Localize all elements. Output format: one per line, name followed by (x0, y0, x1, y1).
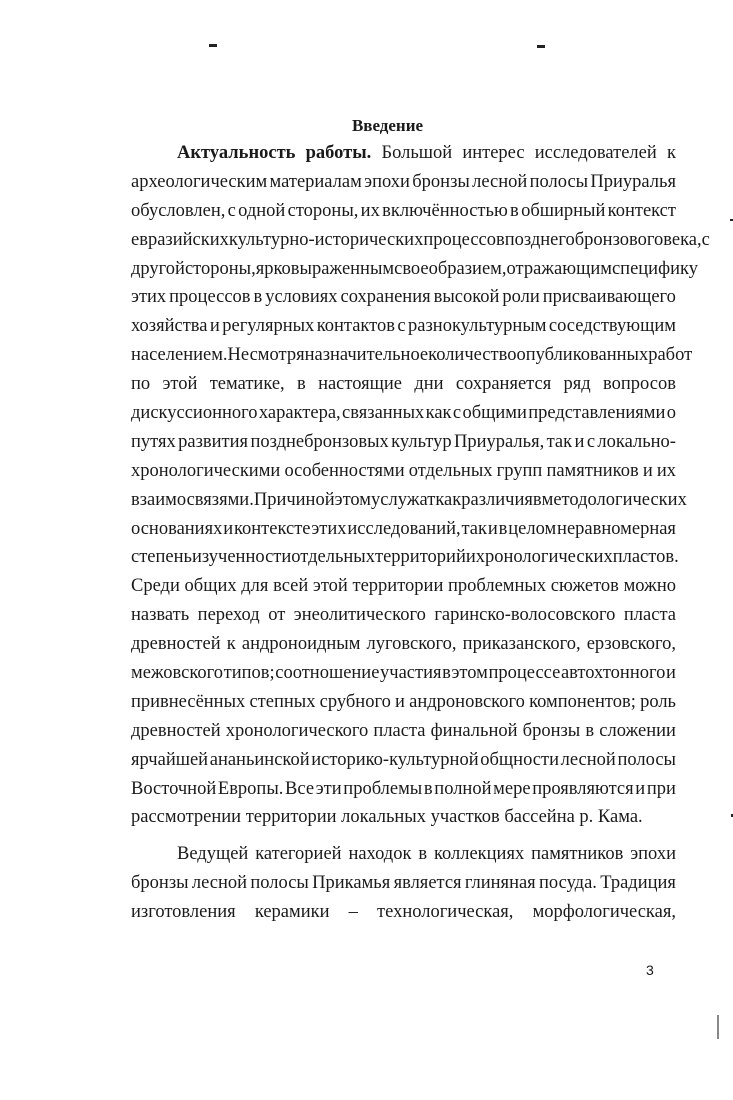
word: керамики (254, 902, 330, 923)
word: с (586, 431, 596, 452)
word: этих (311, 518, 347, 539)
word: Прикамья (312, 873, 391, 894)
word: сохраняется (455, 374, 552, 395)
word: ерзовского, (586, 634, 676, 655)
word: хронологическими (131, 460, 281, 481)
word: их (656, 460, 676, 481)
word: историко-культурной (311, 749, 479, 770)
word: пластов. (612, 547, 679, 568)
word: значительное (322, 345, 429, 366)
word: бронзового (574, 229, 664, 250)
word: присваивающего (542, 287, 676, 308)
word: назвать (131, 605, 190, 626)
scan-artifact-mark (537, 45, 545, 48)
word: полной (434, 778, 492, 799)
word: этой (312, 576, 348, 597)
word: особенностями (284, 460, 405, 481)
word: выраженным (290, 258, 395, 279)
word: Восточной (131, 778, 217, 799)
word: с (701, 229, 710, 250)
word: настоящие (318, 374, 402, 395)
word: бронзы (412, 171, 470, 192)
word: проблемы (343, 778, 423, 799)
word: по (131, 374, 151, 395)
text-line (131, 898, 676, 927)
text-line (131, 428, 676, 457)
word: этой (162, 374, 198, 395)
word: в (253, 287, 263, 308)
word: ярко (255, 258, 291, 279)
word: и (487, 518, 498, 539)
text-line (131, 226, 710, 255)
word: ярчайшей (131, 749, 209, 770)
word: взаимосвязями. (131, 489, 254, 510)
word: в (585, 720, 595, 741)
word: культур (391, 431, 452, 452)
word: различия (461, 489, 533, 510)
word: дискуссионного (131, 403, 258, 424)
word: полосы (529, 171, 589, 192)
word: позднебронзовых (250, 431, 389, 452)
word: опубликованных (516, 345, 649, 366)
word: представлениями (528, 403, 666, 424)
text-line (131, 572, 676, 601)
word: населением. (131, 345, 228, 366)
word: андроновского (409, 691, 525, 712)
word: так (546, 431, 573, 452)
text-line (131, 659, 676, 688)
word: общих (184, 576, 237, 597)
word: века, (663, 229, 702, 250)
word: связанных (342, 403, 425, 424)
word: включённостью (382, 200, 508, 221)
word: эпохи (630, 844, 676, 865)
text-line (131, 486, 687, 515)
word: эпохи (364, 171, 410, 192)
word: другой (131, 258, 185, 279)
word: локально- (597, 431, 676, 452)
word: культурно-исторических (228, 229, 424, 250)
text-line (131, 255, 698, 284)
word: роли (502, 287, 540, 308)
word: этих (131, 287, 167, 308)
word: о (666, 403, 676, 424)
word: находок (348, 844, 412, 865)
word: с (452, 403, 462, 424)
word: финальной (430, 720, 518, 741)
word: Европы. (217, 778, 284, 799)
word: коллекциях (433, 844, 525, 865)
word: от (268, 605, 286, 626)
word: и (209, 316, 220, 337)
word: исследований, (347, 518, 461, 539)
word: служат (380, 489, 436, 510)
word: морфологическая, (532, 902, 676, 923)
word: всей (273, 576, 309, 597)
word: как (425, 403, 452, 424)
word: Большой (381, 143, 453, 163)
page-heading: Введение (351, 116, 424, 135)
word: работ (648, 345, 693, 366)
word: Все (285, 778, 315, 799)
paragraph-1-first-line (131, 139, 676, 168)
word: древностей (131, 634, 221, 655)
word: луговского, (366, 634, 457, 655)
word: к (226, 634, 236, 655)
word: тематике, (209, 374, 285, 395)
word: и (635, 778, 646, 799)
word: отдельных (291, 547, 375, 568)
word: хронологических (475, 547, 613, 568)
word: и (465, 547, 476, 568)
word: процессов (423, 229, 505, 250)
word: путях (131, 431, 176, 452)
word: при (646, 778, 676, 799)
word: контактов (316, 316, 395, 337)
word: мере (493, 778, 531, 799)
word: срубного (319, 691, 391, 712)
word: высокой (433, 287, 500, 308)
word: бронзы (522, 720, 581, 741)
word: общими (462, 403, 527, 424)
word: этом (451, 663, 488, 684)
word: проблемных (448, 576, 547, 597)
word: регулярных (222, 316, 315, 337)
word: проявляются (532, 778, 634, 799)
word: для (241, 576, 269, 597)
scan-artifact-mark (717, 1015, 719, 1039)
word: характера, (258, 403, 341, 424)
word: в (418, 844, 428, 865)
word: разнокультурным (408, 316, 547, 337)
word: специфику (611, 258, 698, 279)
word: отражающим (506, 258, 612, 279)
paragraph-2 (131, 840, 676, 927)
word: сохранения (340, 287, 431, 308)
text-line (131, 630, 676, 659)
text-line (131, 775, 676, 804)
word: приказанского, (462, 634, 581, 655)
word: сюжетов (550, 576, 619, 597)
word: дни (414, 374, 444, 395)
word: неравномерная (557, 518, 676, 539)
paragraph-gap (131, 832, 676, 840)
text-line (131, 688, 676, 717)
text-line (131, 370, 676, 399)
word: общности (480, 749, 559, 770)
word: в (498, 518, 508, 539)
word: пласта (623, 605, 676, 626)
paragraph-1 (131, 168, 710, 832)
word: и (642, 460, 653, 481)
word: контекст (607, 200, 676, 221)
word: одной (238, 200, 286, 221)
text-line (131, 601, 676, 630)
word: лесной (560, 749, 616, 770)
word: процессе (488, 663, 561, 684)
word: можно (623, 576, 676, 597)
word: позднего (504, 229, 575, 250)
word: ананьинской (209, 749, 310, 770)
word: методологических (541, 489, 687, 510)
word: процессов (169, 287, 251, 308)
word: с (397, 316, 406, 337)
word: целом (508, 518, 557, 539)
scan-artifact-mark (209, 44, 217, 47)
word: древностей (131, 720, 221, 741)
text-line (131, 869, 676, 898)
text-line (131, 746, 676, 775)
word: посуда. (539, 873, 597, 894)
text-line (131, 543, 679, 572)
paragraph-lead-word: работы. (305, 143, 372, 163)
word: с (227, 200, 236, 221)
word: полосы (250, 873, 309, 894)
word: Среди (131, 576, 180, 597)
text-line (131, 283, 676, 312)
word: глиняная (464, 873, 536, 894)
word: условиях (265, 287, 338, 308)
word: автохтонного (560, 663, 666, 684)
word: изученности (191, 547, 292, 568)
document-body (131, 139, 710, 927)
word: эти (315, 778, 342, 799)
word: территории (352, 576, 444, 597)
word: отдельных (408, 460, 493, 481)
text-line (131, 457, 676, 486)
word: как (435, 489, 462, 510)
word: своеобразием, (394, 258, 507, 279)
word: в (423, 778, 433, 799)
word: памятников (531, 844, 624, 865)
word: привнесённых (131, 691, 246, 712)
word: пласта (373, 720, 426, 741)
word: так (461, 518, 487, 539)
word: к (666, 143, 676, 163)
word: Ведущей (177, 844, 249, 865)
word: вопросов (603, 374, 676, 395)
word: бронзы (131, 873, 189, 894)
word: Причиной (253, 489, 335, 510)
text-line (131, 717, 676, 746)
word: и (395, 691, 405, 712)
word: типов; (223, 663, 275, 684)
word: стороны, (287, 200, 359, 221)
word: ряд (563, 374, 591, 395)
word: роль (640, 691, 676, 712)
word: евразийских (131, 229, 229, 250)
paragraph-lead-word: Актуальность (177, 143, 296, 163)
word: андроноидным (241, 634, 361, 655)
word: обусловлен, (131, 200, 226, 221)
text-line (131, 312, 676, 341)
word: хронологического (225, 720, 369, 741)
word: полосы (617, 749, 676, 770)
word: энеолитического (293, 605, 426, 626)
word: материалам (269, 171, 362, 192)
word: Традиция (600, 873, 676, 894)
word: переход (197, 605, 260, 626)
word: исследователей (534, 143, 657, 163)
text-line (131, 168, 676, 197)
word: и (223, 518, 234, 539)
word: является (393, 873, 462, 894)
word: обширный (521, 200, 606, 221)
word: памятников (546, 460, 639, 481)
text-line: рассмотрении территории локальных участков бассейна р. Кама. (131, 807, 643, 828)
word: степень (131, 547, 192, 568)
word: изготовления (131, 902, 236, 923)
word: территорий (375, 547, 466, 568)
word: категорией (255, 844, 342, 865)
word: количество (428, 345, 517, 366)
word: степных (249, 691, 316, 712)
word: и (574, 431, 585, 452)
word: развития (178, 431, 249, 452)
word: в (442, 663, 451, 684)
word: на (304, 345, 323, 366)
word: участия (380, 663, 442, 684)
word: компонентов; (529, 691, 636, 712)
word: Несмотря (227, 345, 305, 366)
word: интерес (462, 143, 525, 163)
word: гаринско-волосовского (434, 605, 616, 626)
word: групп (496, 460, 543, 481)
word: Приуралья, (454, 431, 545, 452)
word: их (360, 200, 380, 221)
word: контексте (233, 518, 311, 539)
word: в (510, 200, 519, 221)
word: Приуралья (590, 171, 676, 192)
word: археологическим (131, 171, 268, 192)
text-line (131, 399, 676, 428)
word: в (532, 489, 542, 510)
text-line (131, 197, 676, 226)
word: соотношение (275, 663, 380, 684)
word: этому (334, 489, 381, 510)
word: лесной (191, 873, 248, 894)
word: и (665, 663, 676, 684)
word: лесной (472, 171, 528, 192)
word: сложении (599, 720, 676, 741)
word: основаниях (131, 518, 223, 539)
word: в (297, 374, 306, 395)
word: – (348, 902, 358, 923)
word: межовского (131, 663, 224, 684)
text-line (131, 840, 676, 869)
word: стороны, (184, 258, 256, 279)
page-number: 3 (646, 962, 654, 978)
text-line (131, 515, 676, 544)
word: соседствующим (548, 316, 676, 337)
word: хозяйства (131, 316, 208, 337)
word: технологическая, (377, 902, 514, 923)
text-line (131, 341, 693, 370)
